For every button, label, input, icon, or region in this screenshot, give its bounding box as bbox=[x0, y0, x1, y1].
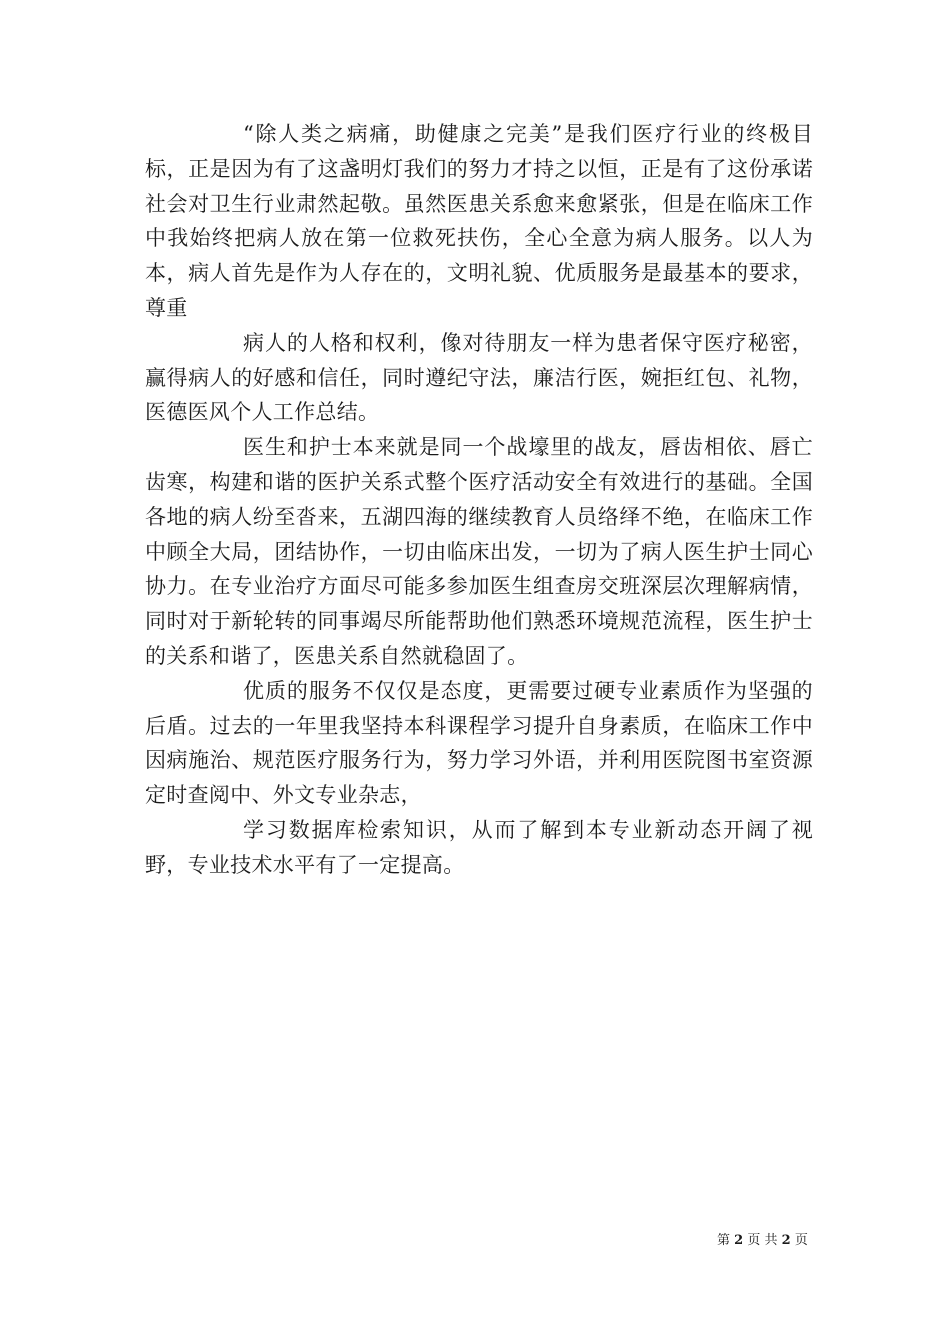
page-footer bbox=[717, 1232, 808, 1250]
paragraph-3: 医生和护士本来就是同一个战壕里的战友，唇齿相依、唇亡齿寒，构建和谐的医护关系式整个医疗活动安全有效进行的基础。全国各地的病人纷至沓来，五湖四海的继续教育人员络绎不绝，在临床工作中顾全大局，团结协作，一切由临床出发，一切为了病人医生护士同心协力。在专业治疗方面尽可能多参加医生组查房交班深层次理解病情，同时对于新轮转的同事竭尽所能帮助他们熟悉环境规范流程，医生护士的关系和谐了，医患关系自然就稳固了。 bbox=[145, 435, 813, 668]
paragraph-5: 学习数据库检索知识，从而了解到本专业新动态开阔了视野，专业技术水平有了一定提高。 bbox=[145, 817, 813, 877]
footer-prefix: 第 bbox=[717, 1233, 731, 1248]
footer-middle: 页 共 bbox=[747, 1233, 778, 1248]
paragraph-1: “除人类之病痛，助健康之完美”是我们医疗行业的终极目标，正是因为有了这盏明灯我们的努力才持之以恒，正是有了这份承诺社会对卫生行业肃然起敬。虽然医患关系愈来愈紧张，但是在临床工作中我始终把病人放在第一位救死扶伤，全心全意为病人服务。以人为本，病人首先是作为人存在的，文明礼貌、优质服务是最基本的要求，尊重 bbox=[145, 122, 813, 320]
footer-total-pages: 2 bbox=[781, 1233, 791, 1248]
document-body bbox=[145, 117, 813, 883]
paragraph-4: 优质的服务不仅仅是态度，更需要过硬专业素质作为坚强的后盾。过去的一年里我坚持本科课程学习提升自身素质，在临床工作中因病施治、规范医疗服务行为，努力学习外语，并利用医院图书室资源定时查阅中、外文专业杂志， bbox=[145, 678, 813, 808]
paragraph-2: 病人的人格和权利，像对待朋友一样为患者保守医疗秘密，赢得病人的好感和信任，同时遵纪守法，廉洁行医，婉拒红包、礼物，医德医风个人工作总结。 bbox=[145, 330, 813, 425]
footer-suffix: 页 bbox=[794, 1233, 808, 1248]
footer-current-page: 2 bbox=[734, 1233, 744, 1248]
